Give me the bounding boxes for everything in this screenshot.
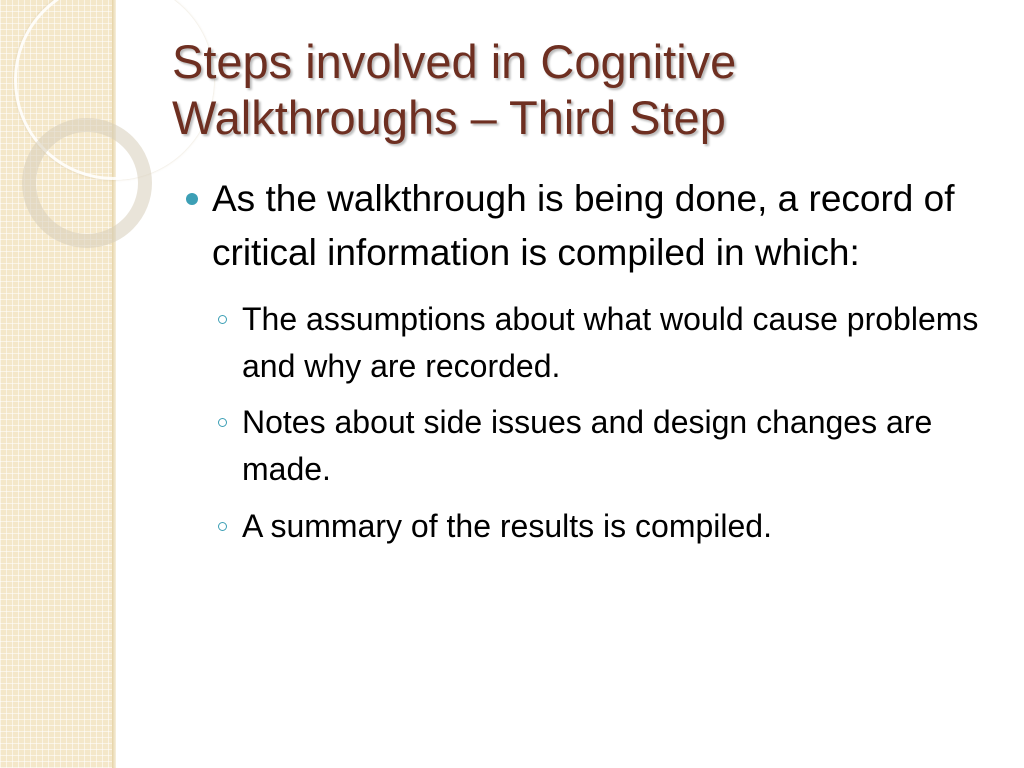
decorative-ring-small	[22, 118, 152, 248]
sub-bullet-text: Notes about side issues and design changes are made.	[242, 404, 933, 488]
sub-bullet-text: A summary of the results is compiled.	[242, 507, 772, 544]
sub-bullet-ring-icon	[218, 418, 227, 427]
sub-bullet	[216, 296, 1006, 389]
main-bullet	[186, 172, 1006, 280]
sub-bullet	[216, 399, 1006, 492]
sub-bullet-list	[186, 296, 1006, 550]
sub-bullet	[216, 503, 1006, 550]
sub-bullet-ring-icon	[218, 315, 227, 324]
sub-bullet-ring-icon	[218, 522, 227, 531]
main-bullet-text: As the walkthrough is being done, a record of critical information is compiled in which:	[212, 178, 955, 274]
slide-title: Steps involved in Cognitive Walkthroughs – Third Step	[172, 35, 737, 145]
bullet-dot-icon	[186, 193, 198, 205]
slide-content	[186, 172, 1006, 560]
sub-bullet-text: The assumptions about what would cause problems and why are recorded.	[242, 301, 979, 384]
